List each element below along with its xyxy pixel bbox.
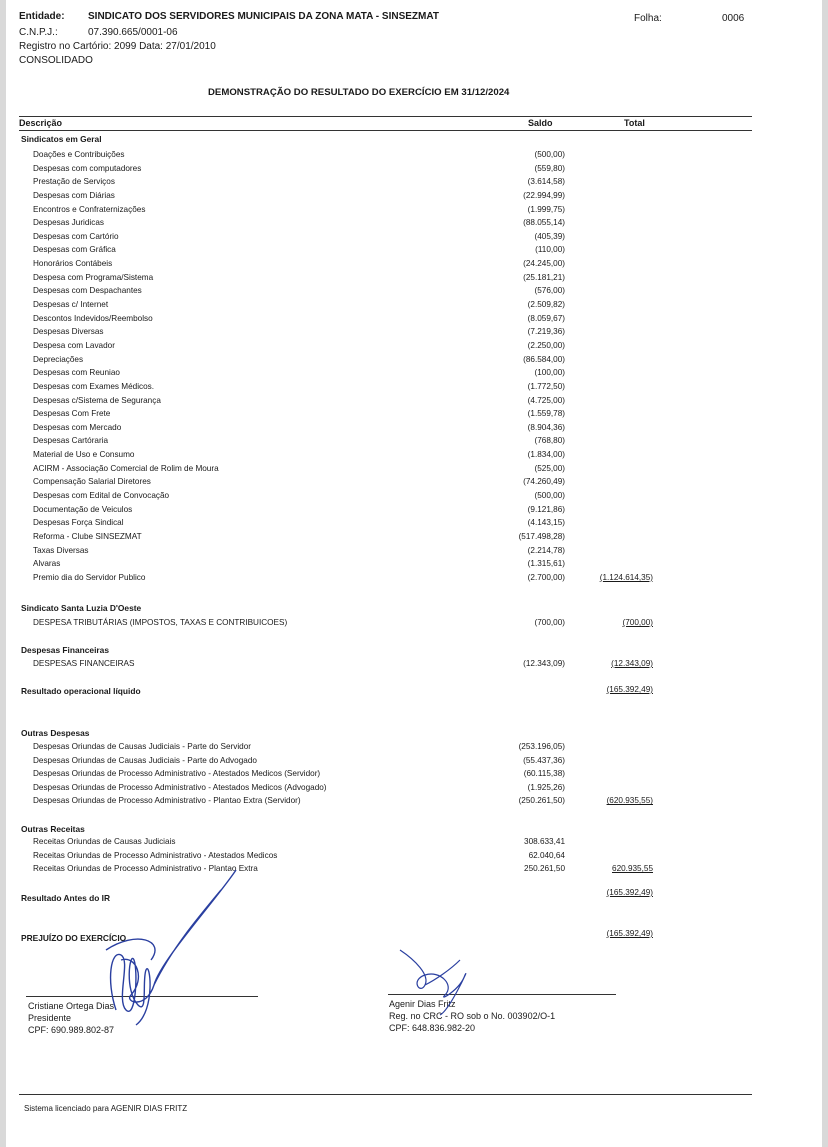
section-sindicatos-heading: Sindicatos em Geral [21, 134, 102, 144]
line-item-description: Despesas com Exames Médicos. [33, 381, 155, 391]
line-item-row [6, 298, 822, 311]
line-item-row [6, 448, 822, 461]
line-item-saldo: (88.055,14) [523, 218, 565, 228]
line-item-description: Despesas com Reuniao [33, 368, 120, 378]
line-item-row [6, 544, 822, 557]
folha-value: 0006 [722, 13, 745, 24]
line-item-total: (12.343,09) [611, 659, 653, 668]
line-item-description: Despesas Oriundas de Processo Administrativo - Atestados Medicos (Servidor) [33, 769, 321, 779]
line-item-saldo: 62.040,64 [528, 850, 565, 860]
line-item-row [6, 407, 822, 420]
line-item-total: 620.935,55 [612, 864, 653, 874]
resultado-antes-ir-total: (165.392,49) [606, 888, 653, 897]
line-item-description: Despesas Oriundas de Processo Administrativo - Plantao Extra (Servidor) [33, 796, 301, 806]
line-item-row [6, 203, 822, 216]
line-item-row [6, 557, 822, 570]
line-item-description: Despesa com Programa/Sistema [33, 272, 154, 282]
line-item-description: Despesas com Despachantes [33, 286, 142, 296]
section-outras-despesas-heading: Outras Despesas [21, 728, 90, 738]
line-item-saldo: (3.614,58) [527, 177, 565, 187]
line-item-saldo: (8.904,36) [527, 422, 565, 432]
line-item-description: Receitas Oriundas de Processo Administrativo - Atestados Medicos [33, 850, 278, 860]
line-item-description: Honorários Contábeis [33, 259, 113, 269]
line-item-row [6, 475, 822, 488]
line-item-row [6, 189, 822, 202]
line-item-description: Material de Uso e Consumo [33, 450, 135, 460]
resultado-operacional-label: Resultado operacional líquido [21, 686, 141, 696]
header-top-rule [19, 116, 752, 117]
line-item-row [6, 740, 822, 753]
line-item-row [6, 380, 822, 393]
line-item-saldo: (768,80) [534, 436, 565, 446]
handwritten-signature-right [390, 940, 500, 1020]
line-item-description: DESPESA TRIBUTÁRIAS (IMPOSTOS, TAXAS E CONTRIBUICOES) [33, 618, 288, 627]
footer-rule [19, 1094, 752, 1095]
line-item-description: Alvaras [33, 559, 61, 569]
entity-label: Entidade: [19, 11, 65, 22]
header-bottom-rule [19, 130, 752, 131]
line-item-saldo: (1.925,26) [527, 782, 565, 792]
line-item-saldo: (12.343,09) [523, 659, 565, 668]
line-item-description: Premio dia do Servidor Publico [33, 572, 146, 582]
line-item-saldo: (1.772,50) [527, 381, 565, 391]
folha-label: Folha: [634, 13, 662, 24]
line-item-saldo: (2.250,00) [527, 340, 565, 350]
line-item-description: Despesas com Diárias [33, 190, 115, 200]
line-item-saldo: (86.584,00) [523, 354, 565, 364]
cnpj-value: 07.390.665/0001-06 [88, 27, 178, 38]
line-item-saldo: (250.261,50) [518, 796, 565, 806]
line-item-row [6, 394, 822, 407]
line-item-description: Prestação de Serviços [33, 177, 115, 187]
column-saldo: Saldo [528, 118, 553, 128]
line-item-saldo: (8.059,67) [527, 313, 565, 323]
line-item-row [6, 243, 822, 256]
line-item-saldo: (9.121,86) [527, 504, 565, 514]
column-descricao: Descrição [19, 118, 63, 128]
line-item-description: Despesas Oriundas de Processo Administrativo - Atestados Medicos (Advogado) [33, 782, 327, 792]
line-item-saldo: (55.437,36) [523, 755, 565, 765]
prejuizo-total: (165.392,49) [606, 929, 653, 938]
line-item-description: Despesas Oriundas de Causas Judiciais - Parte do Servidor [33, 742, 251, 751]
line-item-description: Despesas Juridicas [33, 218, 104, 228]
line-item-description: Despesas Oriundas de Causas Judiciais - Parte do Advogado [33, 755, 257, 765]
line-item-saldo: (2.214,78) [527, 545, 565, 555]
section-financeiras-heading: Despesas Financeiras [21, 645, 109, 655]
line-item-description: Depreciações [33, 354, 84, 364]
line-item-saldo: (25.181,21) [523, 272, 565, 282]
line-item-row [6, 503, 822, 516]
line-item-description: Despesas Diversas [33, 327, 104, 337]
line-item-row [6, 366, 822, 379]
line-item-description: Reforma - Clube SINSEZMAT [33, 531, 142, 541]
line-item-row [6, 616, 822, 629]
line-item-description: Despesas Cartóraria [33, 436, 109, 446]
line-item-description: Despesas com Gráfica [33, 245, 116, 255]
line-item-description: Documentação de Veiculos [33, 504, 133, 514]
line-item-row [6, 530, 822, 543]
signature-left-stroke [106, 870, 236, 1025]
line-item-row [6, 516, 822, 529]
handwritten-signature-left [76, 860, 276, 1040]
consolidated-label: CONSOLIDADO [19, 55, 93, 66]
footer-license: Sistema licenciado para AGENIR DIAS FRITZ [24, 1104, 188, 1113]
line-item-row [6, 271, 822, 284]
signature-right-stroke [400, 950, 466, 1015]
line-item-description: Receitas Oriundas de Processo Administrativo - Plantao Extra [33, 864, 258, 874]
column-total: Total [624, 118, 645, 128]
line-item-row [6, 767, 822, 780]
signer-left-cpf: CPF: 690.989.802-87 [28, 1025, 115, 1035]
resultado-operacional-total: (165.392,49) [606, 685, 653, 694]
line-item-description: Despesas com computadores [33, 163, 142, 173]
line-item-row [6, 162, 822, 175]
line-item-row [6, 571, 822, 584]
line-item-saldo: (100,00) [534, 368, 565, 378]
line-item-saldo: (24.245,00) [523, 259, 565, 269]
registry-info: Registro no Cartório: 2099 Data: 27/01/2010 [19, 41, 216, 52]
document-page [6, 0, 822, 1147]
line-item-saldo: (110,00) [535, 245, 565, 255]
line-item-row [6, 339, 822, 352]
signer-right-cpf: CPF: 648.836.982-20 [389, 1023, 476, 1033]
line-item-description: Despesas com Cartório [33, 231, 119, 241]
signer-left-role: Presidente [28, 1013, 72, 1023]
line-item-row [6, 148, 822, 161]
line-item-description: Encontros e Confraternizações [33, 204, 146, 214]
line-item-description: Receitas Oriundas de Causas Judiciais [33, 837, 176, 846]
line-item-saldo: (22.994,99) [523, 190, 565, 200]
line-item-saldo: (4.725,00) [527, 395, 565, 405]
line-item-row [6, 657, 822, 670]
cnpj-label: C.N.P.J.: [19, 27, 58, 38]
line-item-saldo: (700,00) [534, 618, 565, 627]
line-item-row [6, 216, 822, 229]
signer-right-name: Agenir Dias Fritz [389, 999, 456, 1009]
line-item-description: Taxas Diversas [33, 545, 89, 555]
line-item-row [6, 353, 822, 366]
signer-right-reg: Reg. no CRC - RO sob o No. 003902/O-1 [389, 1011, 556, 1021]
resultado-antes-ir-label: Resultado Antes do IR [21, 893, 111, 903]
document-title: DEMONSTRAÇÃO DO RESULTADO DO EXERCÍCIO EM 31/12/2024 [208, 87, 510, 98]
line-item-saldo: (517.498,28) [518, 531, 565, 541]
line-item-row [6, 794, 822, 807]
line-item-saldo: (405,39) [534, 231, 565, 241]
line-item-saldo: (2.700,00) [527, 572, 565, 582]
line-item-saldo: 308.633,41 [524, 837, 565, 846]
entity-name: SINDICATO DOS SERVIDORES MUNICIPAIS DA ZONA MATA - SINSEZMAT [88, 11, 439, 22]
line-item-description: Despesas c/ Internet [33, 300, 109, 310]
line-item-row [6, 257, 822, 270]
line-item-row [6, 462, 822, 475]
line-item-saldo: (1.999,75) [527, 204, 565, 214]
line-item-saldo: (500,00) [534, 150, 565, 159]
line-item-description: ACIRM - Associação Comercial de Rolim de Moura [33, 463, 219, 473]
line-item-saldo: (525,00) [534, 463, 565, 473]
line-item-description: Despesas c/Sistema de Segurança [33, 395, 161, 405]
section-outras-receitas-heading: Outras Receitas [21, 824, 85, 834]
line-item-total: (620.935,55) [606, 796, 653, 806]
line-item-saldo: (576,00) [534, 286, 565, 296]
line-item-total: (700,00) [622, 618, 653, 627]
line-item-saldo: 250.261,50 [524, 864, 565, 874]
line-item-description: Despesa com Lavador [33, 340, 115, 350]
line-item-row [6, 312, 822, 325]
line-item-row [6, 175, 822, 188]
line-item-saldo: (2.509,82) [527, 300, 565, 310]
line-item-description: Despesas Com Frete [33, 409, 111, 419]
line-item-saldo: (1.834,00) [527, 450, 565, 460]
line-item-description: Doações e Contribuições [33, 150, 125, 159]
line-item-row [6, 489, 822, 502]
signer-left-name: Cristiane Ortega Dias [28, 1001, 115, 1011]
line-item-description: Descontos Indevidos/Reembolso [33, 313, 153, 323]
line-item-saldo: (1.559,78) [527, 409, 565, 419]
line-item-row [6, 284, 822, 297]
line-item-saldo: (559,80) [534, 163, 565, 173]
line-item-total: (1.124.614,35) [599, 572, 653, 582]
line-item-saldo: (60.115,38) [523, 769, 565, 779]
line-item-saldo: (74.260,49) [523, 477, 565, 487]
prejuizo-label: PREJUÍZO DO EXERCÍCIO [21, 933, 127, 943]
line-item-saldo: (253.196,05) [518, 742, 565, 751]
line-item-saldo: (1.315,61) [527, 559, 565, 569]
line-item-description: Despesas Força Sindical [33, 518, 124, 528]
line-item-description: Despesas com Mercado [33, 422, 122, 432]
line-item-saldo: (500,00) [534, 491, 565, 500]
line-item-row [6, 835, 822, 848]
line-item-row [6, 325, 822, 338]
line-item-row [6, 421, 822, 434]
line-item-description: Despesas com Edital de Convocação [33, 491, 170, 500]
line-item-saldo: (4.143,15) [527, 518, 565, 528]
line-item-description: DESPESAS FINANCEIRAS [33, 659, 135, 668]
line-item-row [6, 754, 822, 767]
line-item-row [6, 434, 822, 447]
line-item-row [6, 230, 822, 243]
line-item-saldo: (7.219,36) [527, 327, 565, 337]
section-santa-luzia-heading: Sindicato Santa Luzia D'Oeste [21, 603, 142, 613]
line-item-row [6, 781, 822, 794]
line-item-description: Compensação Salarial Diretores [33, 477, 151, 487]
